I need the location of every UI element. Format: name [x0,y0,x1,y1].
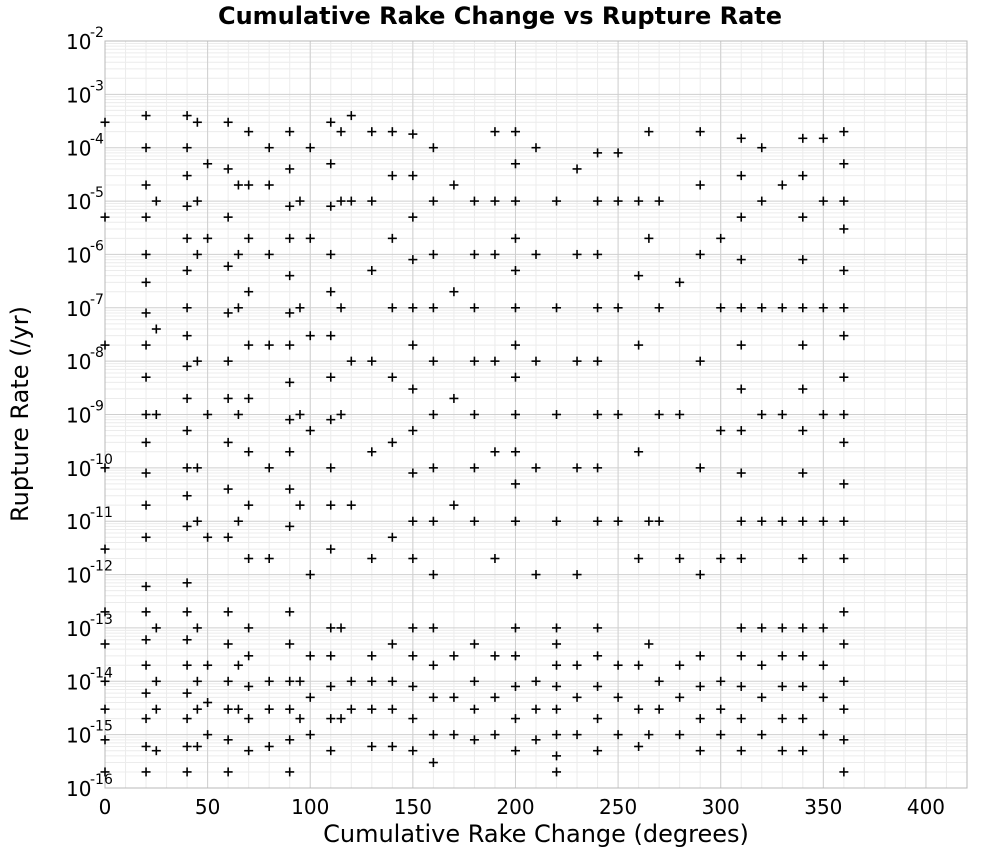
y-tick-base: 10 [66,670,92,695]
y-tick-exponent: -8 [90,345,104,362]
y-tick-base: 10 [66,456,92,481]
y-axis-label: Rupture Rate (/yr) [6,306,34,522]
y-tick-base: 10 [66,777,92,801]
x-tick-label: 250 [599,795,638,819]
y-tick-exponent: -2 [90,25,104,41]
y-tick-base: 10 [66,136,92,161]
y-tick-exponent: -15 [90,718,113,735]
y-tick-base: 10 [66,510,92,535]
x-axis-label: Cumulative Rake Change (degrees) [323,820,749,848]
x-tick-label: 350 [804,795,843,819]
y-tick-exponent: -5 [90,185,104,202]
x-tick-label: 300 [701,795,740,819]
y-tick-base: 10 [66,243,92,268]
x-tick-label: 400 [906,795,946,819]
y-tick-exponent: -4 [90,131,104,148]
x-tick-label: 200 [496,795,535,819]
y-tick-exponent: -10 [90,451,113,468]
y-tick-exponent: -16 [90,772,113,788]
y-tick-base: 10 [66,563,92,588]
y-tick-base: 10 [66,190,92,215]
x-tick-label: 150 [393,795,432,819]
x-tick-label: 0 [98,795,112,819]
y-tick-base: 10 [66,350,92,375]
y-tick-exponent: -6 [90,238,104,255]
x-tick-label: 50 [194,795,221,819]
y-tick-exponent: -9 [90,398,104,415]
y-tick-base: 10 [66,723,92,748]
y-tick-exponent: -13 [90,611,113,628]
y-tick-base: 10 [66,403,92,428]
y-tick-base: 10 [66,616,92,641]
y-tick-base: 10 [66,296,92,321]
chart-title: Cumulative Rake Change vs Rupture Rate [217,2,783,30]
y-tick-exponent: -12 [90,558,113,575]
y-tick-exponent: -11 [90,505,113,522]
y-tick-base: 10 [66,30,92,54]
y-tick-exponent: -14 [90,665,113,682]
x-tick-label: 100 [291,795,330,819]
y-tick-exponent: -7 [90,291,104,308]
y-tick-exponent: -3 [90,78,104,95]
y-tick-base: 10 [66,83,92,108]
